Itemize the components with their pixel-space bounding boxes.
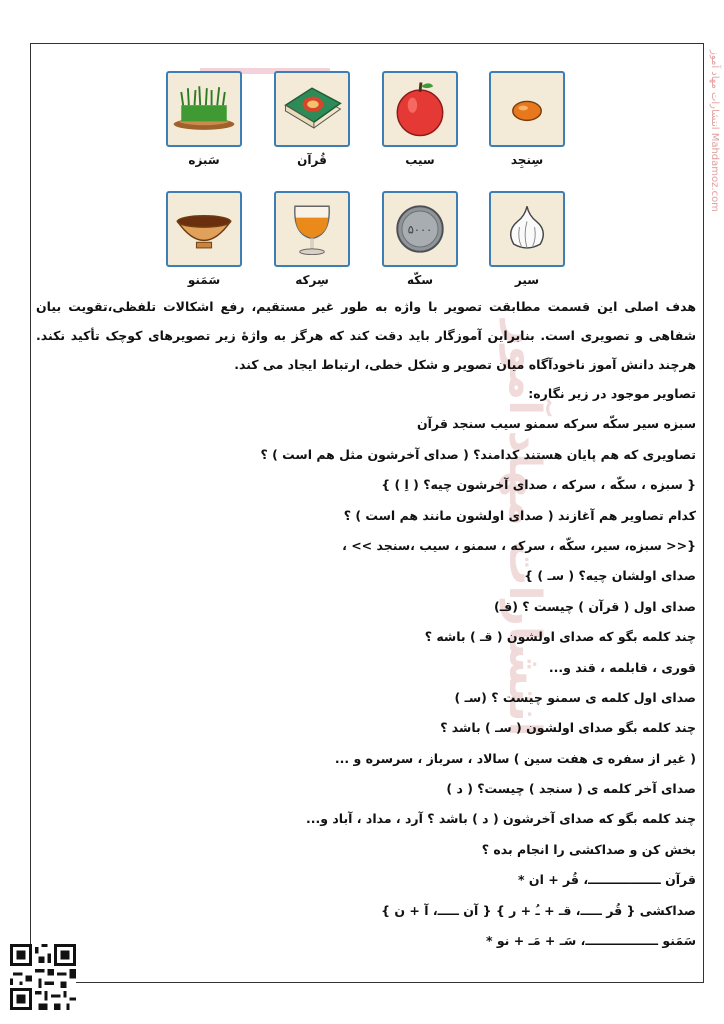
picture-card-samanu xyxy=(166,191,242,267)
intro-paragraph: هدف اصلی این قسمت مطابقت تصویر با واژه به طور غیر مستقیم، رفع اشکالات تلفظی،تقویت بیان شفاهی و تصویری است. بنابراین آموزگار باید دقت کند که هرگز به واژهٔ زیر تصویرهای کوچک تأکید نکند. هرچند دانش آموز ناخودآگاه میان تصویر و شکل خطی، ارتباط ایجاد می کند. xyxy=(36,299,696,372)
side-watermark: انتشارات مهاد آموز Mahdamoz.com xyxy=(709,50,720,212)
picture-label: سَبزه xyxy=(188,153,220,167)
text-line: بخش کن و صداکشی را انجام بده ؟ xyxy=(481,841,696,857)
picture-card-apple xyxy=(382,71,458,147)
text-line: صدای اول ( قرآن ) چیست ؟ (قـ) xyxy=(494,598,696,614)
picture-label: سِنجِد xyxy=(510,153,544,167)
text-line: ( غیر از سفره ی هفت سین ) سالاد ، سرباز ، سرسره و ... xyxy=(334,750,696,766)
picture-label: سیب xyxy=(405,153,435,167)
text-line: { سبزه ، سکّه ، سرکه ، صدای آخرشون چیه؟ ( اِ ) } xyxy=(381,477,696,493)
quran-icon xyxy=(276,73,348,145)
garlic-icon xyxy=(491,193,563,265)
sabzeh-icon xyxy=(168,73,240,145)
text-line: سبزه سیر سکّه سرکه سمنو سیب سنجد قرآن xyxy=(416,416,696,432)
picture-card-sabzeh xyxy=(166,71,242,147)
text-line: صدای اولشان چیه؟ ( سـ ) } xyxy=(524,568,696,584)
senjed-icon xyxy=(491,73,563,145)
apple-icon xyxy=(384,73,456,145)
picture-card-garlic xyxy=(489,191,565,267)
picture-label: سکّه xyxy=(406,273,434,287)
vinegar-glass-icon xyxy=(276,193,348,265)
qr-code-icon[interactable] xyxy=(10,944,76,1010)
coin-icon xyxy=(384,193,456,265)
text-line: تصاویری که هم پایان هستند کدامند؟ ( صدای آخرشون مثل هم است ) ؟ xyxy=(260,446,696,462)
picture-label: سَمَنو xyxy=(187,273,221,287)
text-line: تصاویر موجود در زیر نگاره: xyxy=(528,386,696,401)
text-line: صدای اول کلمه ی سمنو چیست ؟ (سـ ) xyxy=(454,689,696,705)
picture-label: قُرآن xyxy=(297,153,327,167)
picture-label: سیر xyxy=(514,273,540,287)
picture-card-coin xyxy=(382,191,458,267)
picture-label: سِرکه xyxy=(295,273,329,287)
text-line: کدام تصاویر هم آغازند ( صدای اولشون مانند هم است ) ؟ xyxy=(343,507,696,523)
text-line: قرآن ـــــــــــــــــ، قُر + ان * xyxy=(518,872,696,888)
text-line: صداکشی { قُر ـــــ، قـ + ـُ + ر } { آن ـــــ، آ + ن } xyxy=(381,902,696,918)
svg-text:۵۰۰۰: ۵۰۰۰ xyxy=(407,222,433,237)
lesson-text xyxy=(36,292,696,956)
picture-card-vinegar xyxy=(274,191,350,267)
text-line: قوری ، قابلمه ، قند و... xyxy=(548,659,696,675)
background-watermark: انتشارات مهاد آموز xyxy=(499,320,550,737)
text-line: چند کلمه بگو که صدای آخرشون ( د ) باشد ؟ آرد ، مداد ، آباد و... xyxy=(306,811,696,827)
text-line: چند کلمه بگو که صدای اولشون ( قـ ) باشه ؟ xyxy=(424,629,696,645)
picture-card-senjed xyxy=(489,71,565,147)
text-line: سَمَنو ـــــــــــــــــ، سَـ + مَـ + نو * xyxy=(485,933,696,949)
samanu-bowl-icon xyxy=(168,193,240,265)
text-line: چند کلمه بگو صدای اولشون ( سـ ) باشد ؟ xyxy=(440,720,696,736)
picture-card-quran xyxy=(274,71,350,147)
text-line: {<< سبزه، سیر، سکّه ، سرکه ، سمنو ، سیب ،سنجد >> ، xyxy=(342,537,696,553)
text-line: صدای آخر کلمه ی ( سنجد ) چیست؟ ( د ) xyxy=(446,781,696,797)
